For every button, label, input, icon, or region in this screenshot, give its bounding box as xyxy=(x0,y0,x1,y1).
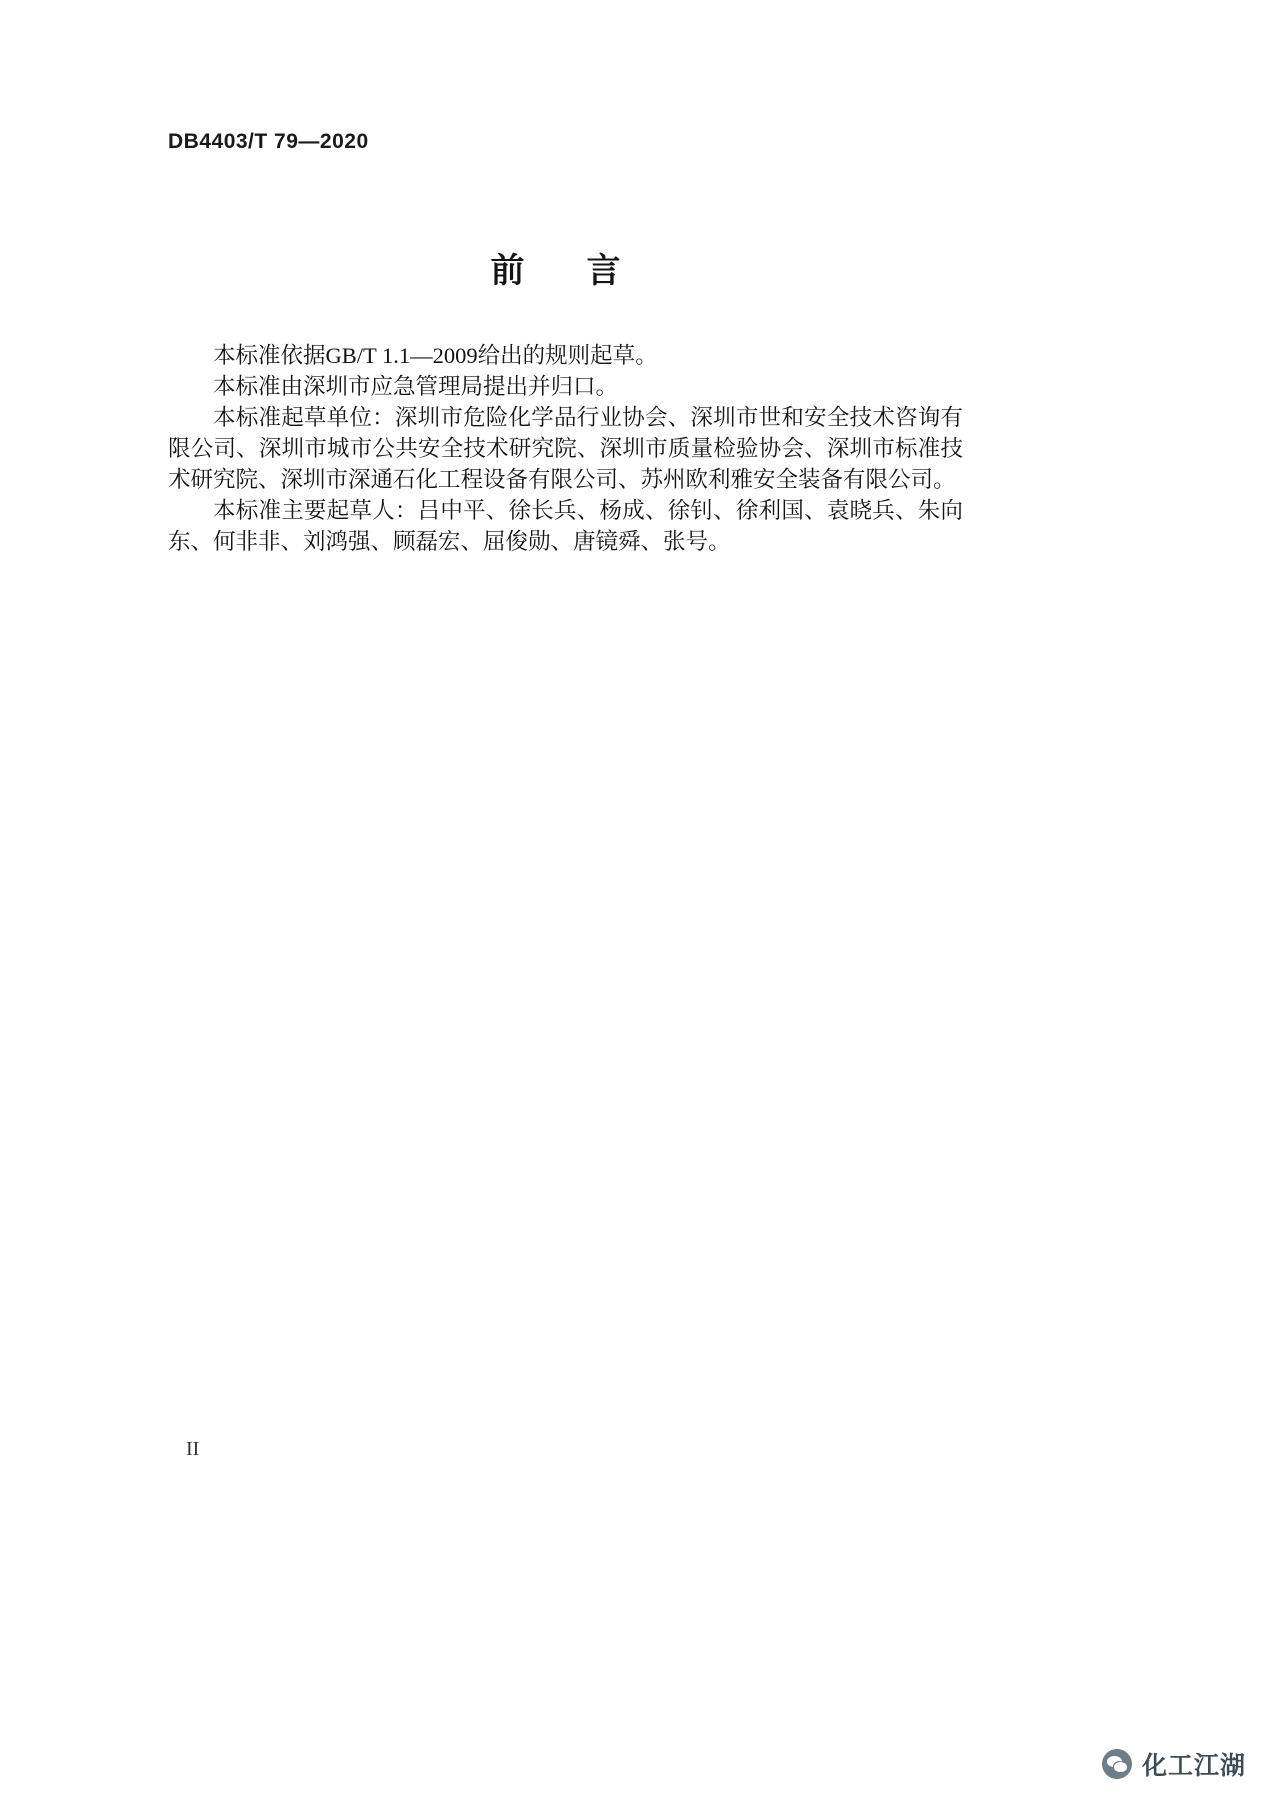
watermark-label: 化工江湖 xyxy=(1141,1751,1246,1780)
wechat-icon xyxy=(1102,1749,1132,1779)
paragraph: 本标准由深圳市应急管理局提出并归口。 xyxy=(213,374,619,399)
watermark xyxy=(1102,1746,1246,1782)
paragraph: 本标准起草单位：深圳市危险化学品行业协会、深圳市世和安全技术咨询有限公司、深圳市城市公共安全技术研究院、深圳市质量检验协会、深圳市标准技术研究院、深圳市深通石化工程设备有限公司、苏州欧利雅安全装备有限公司。 xyxy=(168,405,963,492)
standard-code-header: DB4403/T 79—2020 xyxy=(168,130,369,153)
paragraph: 本标准依据GB/T 1.1—2009给出的规则起草。 xyxy=(213,343,658,368)
foreword-body xyxy=(168,340,963,557)
page-title: 前 言 xyxy=(490,252,635,290)
page-number: II xyxy=(186,1438,200,1460)
paragraph: 本标准主要起草人：吕中平、徐长兵、杨成、徐钊、徐利国、袁晓兵、朱向东、何非非、刘鸿强、顾磊宏、屈俊勋、唐镜舜、张号。 xyxy=(168,498,963,554)
